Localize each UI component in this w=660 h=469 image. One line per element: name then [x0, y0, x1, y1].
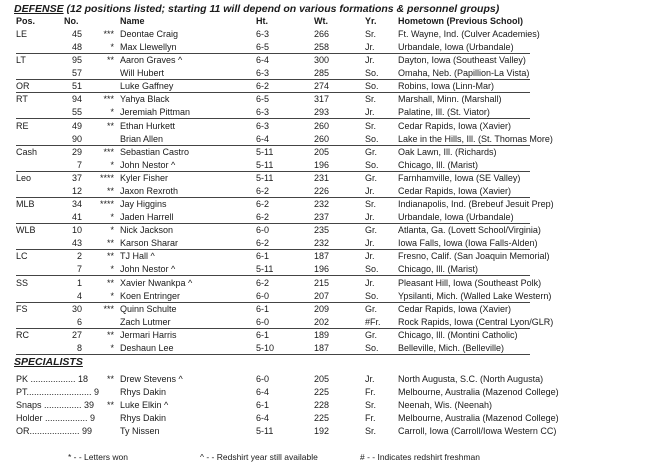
spec-height: 6-0 — [256, 374, 270, 384]
row-number: 30 — [71, 303, 82, 314]
spec-player-name: Rhys Dakin — [120, 413, 167, 424]
row-year: Jr. — [365, 107, 375, 118]
row-pos: RE — [16, 120, 29, 131]
row-number: 90 — [71, 133, 82, 144]
row-number: 57 — [71, 68, 82, 79]
row-year: Jr. — [365, 277, 375, 288]
spec-hometown: North Augusta, S.C. (North Augusta) — [398, 374, 544, 384]
row-hometown: Cedar Rapids, Iowa (Xavier) — [398, 185, 512, 196]
row-height: 5-11 — [256, 159, 274, 170]
row-letters-stars: **** — [99, 172, 114, 183]
row-player-name: Jaxon Rexroth — [120, 185, 179, 196]
table-row — [0, 263, 660, 275]
row-weight: 232 — [314, 238, 330, 249]
row-hometown: Farnhamville, Iowa (SE Valley) — [398, 172, 521, 183]
row-player-name: Deshaun Lee — [120, 342, 174, 353]
header-hometown: Hometown (Previous School) — [398, 16, 524, 26]
defense-title-note: (12 positions listed; starting 11 will depend on various formations & personnel groups) — [63, 3, 500, 15]
row-letters-stars: * — [110, 107, 114, 118]
row-hometown: Chicago, Ill. (Montini Catholic) — [398, 329, 518, 340]
row-player-name: Jaden Harrell — [120, 212, 174, 223]
row-player-name: Will Hubert — [120, 68, 165, 79]
row-weight: 266 — [314, 29, 330, 39]
header-ht: Ht. — [256, 16, 268, 26]
row-height: 6-3 — [256, 120, 270, 131]
row-hometown: Rock Rapids, Iowa (Central Lyon/GLR) — [398, 316, 554, 327]
row-height: 6-2 — [256, 185, 270, 196]
spec-pos: PT.......................... 9 — [16, 387, 100, 398]
row-year: So. — [365, 342, 379, 353]
defense-title — [14, 3, 499, 15]
row-letters-stars: ** — [106, 55, 114, 66]
row-hometown: Pleasant Hill, Iowa (Southeast Polk) — [398, 277, 542, 288]
row-player-name: Kyler Fisher — [120, 172, 169, 183]
row-player-name: Ethan Hurkett — [120, 120, 176, 131]
row-height: 6-1 — [256, 303, 270, 314]
row-height: 6-2 — [256, 277, 270, 288]
row-height: 6-5 — [256, 94, 270, 105]
row-pos: RT — [16, 94, 28, 105]
row-number: 49 — [71, 120, 82, 131]
row-weight: 187 — [314, 251, 330, 262]
row-number: 7 — [76, 159, 82, 170]
row-letters-stars: ** — [106, 329, 114, 340]
spec-hometown: Neenah, Wis. (Neenah) — [398, 400, 493, 411]
table-row — [0, 172, 660, 184]
row-year: Jr. — [365, 55, 375, 66]
row-hometown: Oak Lawn, Ill. (Richards) — [398, 146, 497, 157]
row-hometown: Belleville, Mich. (Belleville) — [398, 342, 505, 353]
row-number: 10 — [71, 225, 82, 236]
row-year: Sr. — [365, 94, 377, 105]
row-height: 6-1 — [256, 329, 270, 340]
defense-title-lead: DEFENSE — [14, 3, 64, 15]
table-row — [0, 303, 660, 315]
row-height: 5-11 — [256, 146, 274, 157]
row-number: 7 — [76, 264, 82, 275]
row-pos: SS — [16, 277, 29, 288]
row-height: 5-11 — [256, 172, 274, 183]
row-year: Jr. — [365, 185, 375, 196]
row-number: 29 — [71, 146, 82, 157]
row-player-name: Quinn Schulte — [120, 303, 177, 314]
table-row — [0, 120, 660, 132]
table-row — [0, 290, 660, 302]
row-weight: 207 — [314, 290, 330, 301]
table-row — [0, 342, 660, 354]
row-weight: 205 — [314, 146, 330, 157]
row-player-name: Luke Gaffney — [120, 81, 174, 92]
row-height: 6-0 — [256, 290, 270, 301]
row-number: 41 — [71, 212, 82, 223]
row-player-name: Jeremiah Pittman — [120, 107, 191, 118]
row-number: 43 — [71, 238, 82, 249]
row-letters-stars: ** — [106, 120, 114, 131]
row-height: 6-0 — [256, 225, 270, 236]
row-number: 48 — [71, 42, 82, 53]
row-player-name: TJ Hall ^ — [120, 251, 155, 262]
row-player-name: John Nestor ^ — [120, 264, 176, 275]
header-name: Name — [120, 16, 145, 26]
row-year: #Fr. — [365, 316, 381, 327]
row-height: 6-3 — [256, 107, 270, 118]
spec-letters-stars: ** — [106, 400, 114, 411]
row-weight: 196 — [314, 264, 330, 275]
row-letters-stars: *** — [103, 29, 114, 39]
row-letters-stars: * — [110, 225, 114, 236]
row-height: 6-4 — [256, 133, 270, 144]
row-number: 8 — [76, 342, 82, 353]
spec-weight: 225 — [314, 387, 330, 398]
row-number: 34 — [71, 199, 82, 210]
row-number: 95 — [71, 55, 82, 66]
row-hometown: Dayton, Iowa (Southeast Valley) — [398, 55, 526, 66]
table-row — [0, 329, 660, 341]
row-weight: 209 — [314, 303, 330, 314]
row-hometown: Cedar Rapids, Iowa (Xavier) — [398, 120, 512, 131]
row-number: 4 — [76, 290, 82, 301]
spec-year: Fr. — [365, 413, 376, 424]
table-row — [0, 159, 660, 171]
spec-year: Sr. — [365, 426, 377, 437]
row-letters-stars: ** — [106, 251, 114, 262]
spec-pos: PK .................. 18 — [16, 374, 89, 384]
row-player-name: Xavier Nwankpa ^ — [120, 277, 193, 288]
table-row — [0, 316, 660, 328]
row-weight: 226 — [314, 185, 330, 196]
table-row — [0, 146, 660, 158]
row-player-name: Jay Higgins — [120, 199, 167, 210]
spec-pos: Snaps ............... 39 — [16, 400, 95, 411]
row-height: 5-10 — [256, 342, 275, 353]
list-item — [0, 399, 660, 411]
row-year: Jr. — [365, 42, 375, 53]
row-player-name: Deontae Craig — [120, 29, 179, 39]
row-year: Sr. — [365, 29, 377, 39]
row-weight: 231 — [314, 172, 330, 183]
row-letters-stars: * — [110, 342, 114, 353]
row-pos: OR — [16, 81, 30, 92]
list-item — [0, 386, 660, 398]
spec-player-name: Luke Elkin ^ — [120, 400, 169, 411]
row-pos: Cash — [16, 146, 38, 157]
spec-weight: 225 — [314, 413, 330, 424]
specialists-title: SPECIALISTS — [14, 356, 83, 368]
row-hometown: Ft. Wayne, Ind. (Culver Academies) — [398, 29, 540, 39]
row-player-name: Aaron Graves ^ — [120, 55, 183, 66]
row-weight: 293 — [314, 107, 330, 118]
list-item — [0, 425, 660, 437]
row-height: 6-1 — [256, 251, 270, 262]
row-letters-stars: * — [110, 290, 114, 301]
table-row — [0, 41, 660, 53]
row-year: Gr. — [365, 172, 378, 183]
header-no: No. — [64, 16, 79, 26]
row-player-name: John Nestor ^ — [120, 159, 176, 170]
row-letters-stars: * — [110, 264, 114, 275]
row-pos: RC — [16, 329, 29, 340]
header-pos: Pos. — [16, 16, 36, 26]
spec-hometown: Carroll, Iowa (Carroll/Iowa Western CC) — [398, 426, 557, 437]
row-hometown: Cedar Rapids, Iowa (Xavier) — [398, 303, 512, 314]
table-row — [0, 133, 660, 145]
spec-player-name: Rhys Dakin — [120, 387, 167, 398]
row-number: 27 — [71, 329, 82, 340]
row-hometown: Marshall, Minn. (Marshall) — [398, 94, 502, 105]
row-hometown: Omaha, Neb. (Papillion-La Vista) — [398, 68, 530, 79]
footer-redshirt-legend: ^ - - Redshirt year still available — [200, 452, 318, 462]
row-player-name: Brian Allen — [120, 133, 164, 144]
row-year: Sr. — [365, 120, 377, 131]
row-weight: 215 — [314, 277, 330, 288]
row-letters-stars: ** — [106, 277, 114, 288]
row-weight: 317 — [314, 94, 330, 105]
spec-year: Sr. — [365, 400, 377, 411]
row-year: Gr. — [365, 146, 378, 157]
row-pos: MLB — [16, 199, 35, 210]
row-number: 51 — [71, 81, 82, 92]
row-number: 6 — [76, 316, 82, 327]
row-height: 6-3 — [256, 68, 270, 79]
spec-height: 5-11 — [256, 426, 274, 437]
row-height: 6-2 — [256, 81, 270, 92]
table-row — [0, 277, 660, 289]
spec-weight: 205 — [314, 374, 330, 384]
row-number: 12 — [71, 185, 82, 196]
row-weight: 285 — [314, 68, 330, 79]
row-height: 6-0 — [256, 316, 270, 327]
row-player-name: Sebastian Castro — [120, 146, 190, 157]
row-letters-stars: * — [110, 212, 114, 223]
spec-player-name: Drew Stevens ^ — [120, 374, 183, 384]
row-weight: 189 — [314, 329, 330, 340]
row-hometown: Ypsilanti, Mich. (Walled Lake Western) — [398, 290, 552, 301]
header-wt: Wt. — [314, 16, 328, 26]
spec-weight: 228 — [314, 400, 330, 411]
row-hometown: Chicago, Ill. (Marist) — [398, 264, 479, 275]
row-year: Jr. — [365, 212, 375, 223]
row-hometown: Chicago, Ill. (Marist) — [398, 159, 479, 170]
row-weight: 235 — [314, 225, 330, 236]
spec-hometown: Melbourne, Australia (Mazenod College) — [398, 413, 559, 424]
row-number: 1 — [76, 277, 82, 288]
row-pos: LE — [16, 29, 28, 39]
table-row — [0, 106, 660, 118]
row-number: 94 — [71, 94, 82, 105]
row-pos: WLB — [16, 225, 36, 236]
row-year: So. — [365, 68, 379, 79]
row-pos: Leo — [16, 172, 32, 183]
table-row — [0, 250, 660, 262]
table-row — [0, 211, 660, 223]
row-player-name: Karson Sharar — [120, 238, 179, 249]
row-player-name: Nick Jackson — [120, 225, 174, 236]
row-player-name: Yahya Black — [120, 94, 170, 105]
row-letters-stars: * — [110, 159, 114, 170]
row-year: Gr. — [365, 225, 378, 236]
spec-pos: OR.................... 99 — [16, 426, 93, 437]
row-letters-stars: ** — [106, 185, 114, 196]
row-player-name: Zach Lutmer — [120, 316, 171, 327]
table-row — [0, 28, 660, 40]
row-year: So. — [365, 159, 379, 170]
row-letters-stars: *** — [103, 146, 114, 157]
row-hometown: Fresno, Calif. (San Joaquin Memorial) — [398, 251, 550, 262]
table-row — [0, 224, 660, 236]
spec-year: Jr. — [365, 374, 375, 384]
spec-height: 6-4 — [256, 413, 270, 424]
row-year: Jr. — [365, 251, 375, 262]
row-height: 6-2 — [256, 199, 270, 210]
table-row — [0, 67, 660, 79]
row-weight: 258 — [314, 42, 330, 53]
row-hometown: Atlanta, Ga. (Lovett School/Virginia) — [398, 225, 541, 236]
table-row — [0, 185, 660, 197]
row-player-name: Max Llewellyn — [120, 42, 177, 53]
row-letters-stars: **** — [99, 199, 114, 210]
row-height: 6-4 — [256, 55, 270, 66]
row-weight: 300 — [314, 55, 330, 66]
spec-pos: Holder ................. 9 — [16, 413, 96, 424]
row-year: So. — [365, 133, 379, 144]
row-year: Sr. — [365, 199, 377, 210]
row-number: 55 — [71, 107, 82, 118]
spec-letters-stars: ** — [106, 374, 114, 384]
row-letters-stars: ** — [106, 238, 114, 249]
row-hometown: Palatine, Ill. (St. Viator) — [398, 107, 490, 118]
footer-letters-legend: * - - Letters won — [68, 452, 128, 462]
row-height: 6-2 — [256, 212, 270, 223]
row-hometown: Urbandale, Iowa (Urbandale) — [398, 42, 514, 53]
row-weight: 260 — [314, 120, 330, 131]
table-row — [0, 80, 660, 92]
table-row — [0, 237, 660, 249]
row-weight: 232 — [314, 199, 330, 210]
row-player-name: Koen Entringer — [120, 290, 181, 301]
spec-hometown: Melbourne, Australia (Mazenod College) — [398, 387, 559, 398]
row-weight: 274 — [314, 81, 330, 92]
row-hometown: Robins, Iowa (Linn-Mar) — [398, 81, 495, 92]
row-year: So. — [365, 81, 379, 92]
row-number: 37 — [71, 172, 82, 183]
row-pos: FS — [16, 303, 28, 314]
footer-freshman-legend: # - - Indicates redshirt freshman — [360, 452, 480, 462]
row-hometown: Indianapolis, Ind. (Brebeuf Jesuit Prep) — [398, 199, 554, 210]
row-letters-stars: * — [110, 42, 114, 53]
row-number: 2 — [76, 251, 82, 262]
row-weight: 260 — [314, 133, 330, 144]
row-height: 6-3 — [256, 29, 270, 39]
row-year: Gr. — [365, 329, 378, 340]
row-pos: LC — [16, 251, 28, 262]
table-row — [0, 54, 660, 66]
spec-weight: 192 — [314, 426, 330, 437]
row-hometown: Iowa Falls, Iowa (Iowa Falls-Alden) — [398, 238, 538, 249]
row-year: Jr. — [365, 238, 375, 249]
row-height: 6-5 — [256, 42, 270, 53]
row-weight: 237 — [314, 212, 330, 223]
spec-height: 6-1 — [256, 400, 270, 411]
row-player-name: Jermari Harris — [120, 329, 177, 340]
row-year: So. — [365, 264, 379, 275]
row-letters-stars: *** — [103, 303, 114, 314]
row-height: 6-2 — [256, 238, 270, 249]
table-row — [0, 93, 660, 105]
row-weight: 187 — [314, 342, 330, 353]
spec-year: Fr. — [365, 387, 376, 398]
row-height: 5-11 — [256, 264, 274, 275]
spec-height: 6-4 — [256, 387, 270, 398]
row-hometown: Lake in the Hills, Ill. (St. Thomas More) — [398, 133, 553, 144]
row-weight: 202 — [314, 316, 330, 327]
spec-player-name: Ty Nissen — [120, 426, 160, 437]
group-divider — [16, 354, 530, 355]
row-number: 45 — [71, 29, 82, 39]
row-year: Gr. — [365, 303, 378, 314]
table-row — [0, 198, 660, 210]
row-year: So. — [365, 290, 379, 301]
row-pos: LT — [16, 55, 26, 66]
row-letters-stars: *** — [103, 94, 114, 105]
row-hometown: Urbandale, Iowa (Urbandale) — [398, 212, 514, 223]
list-item — [0, 412, 660, 424]
header-yr: Yr. — [365, 16, 377, 26]
list-item — [0, 373, 660, 385]
row-weight: 196 — [314, 159, 330, 170]
